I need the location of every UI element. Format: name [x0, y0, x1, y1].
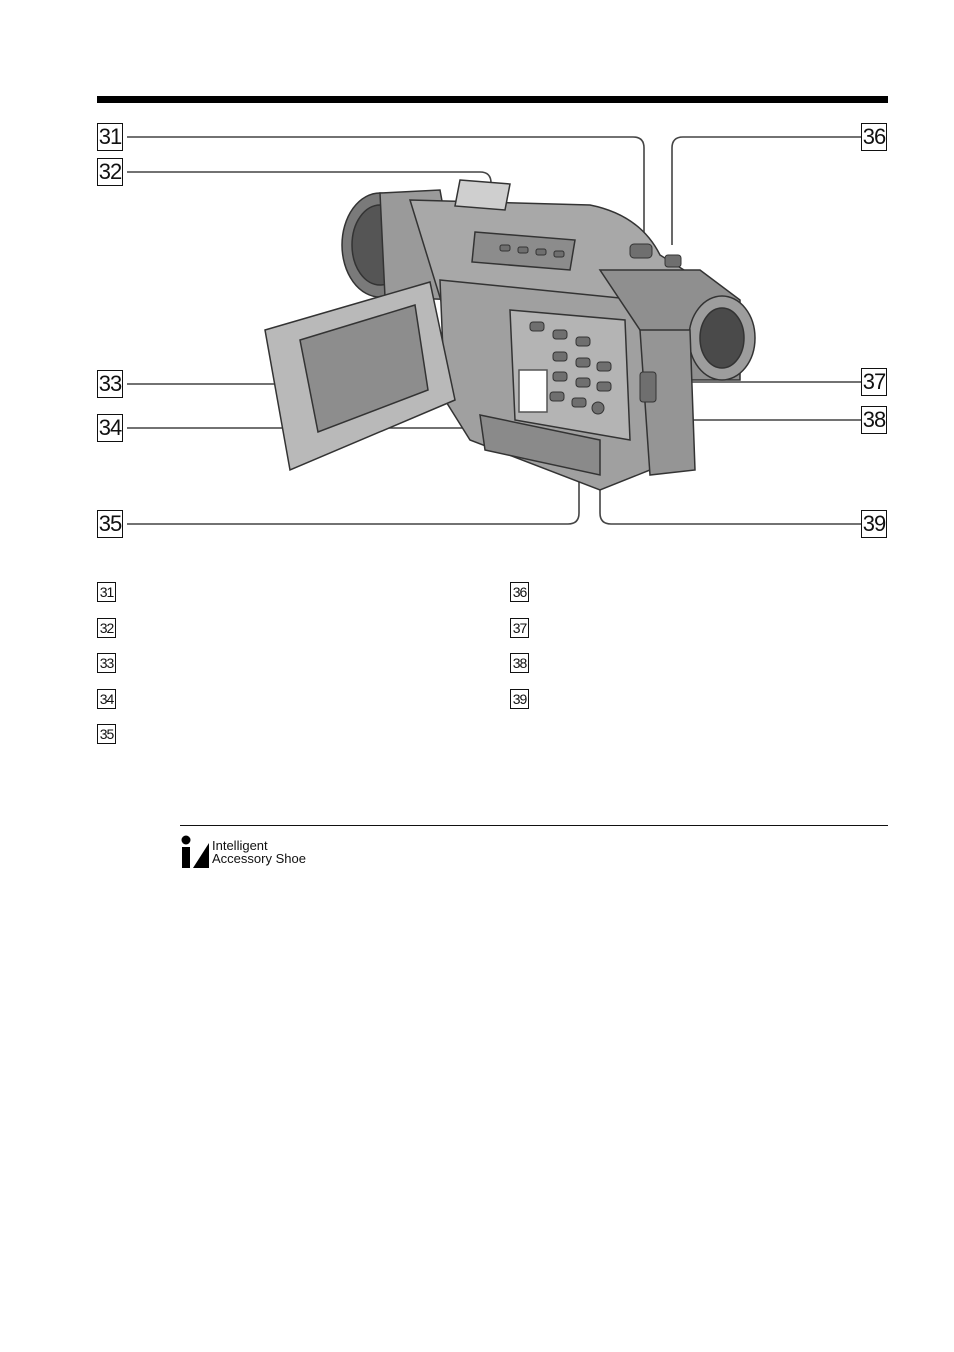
callout-31: 31: [98, 124, 122, 149]
legend-num-36: 36: [510, 582, 529, 602]
intelligent-accessory-shoe-icon: [180, 835, 210, 869]
logo-line-2: Accessory Shoe: [212, 851, 306, 866]
callout-39: 39: [862, 511, 886, 536]
logo-line-1: Intelligent: [212, 838, 268, 853]
callout-36: 36: [862, 124, 886, 149]
intelligent-accessory-shoe-label: [212, 839, 306, 865]
legend-num-34: 34: [97, 689, 116, 709]
legend-num-37: 37: [510, 618, 529, 638]
callout-37: 37: [862, 369, 886, 394]
callout-38: 38: [862, 407, 886, 432]
callout-32: 32: [98, 159, 122, 184]
callout-33: 33: [98, 371, 122, 396]
legend-num-39: 39: [510, 689, 529, 709]
callout-35: 35: [98, 511, 122, 536]
legend-num-32: 32: [97, 618, 116, 638]
legend-num-35: 35: [97, 724, 116, 744]
legend-num-33: 33: [97, 653, 116, 673]
legend-num-38: 38: [510, 653, 529, 673]
legend-num-31: 31: [97, 582, 116, 602]
footnote-rule: [180, 825, 888, 826]
callout-34: 34: [98, 415, 122, 440]
